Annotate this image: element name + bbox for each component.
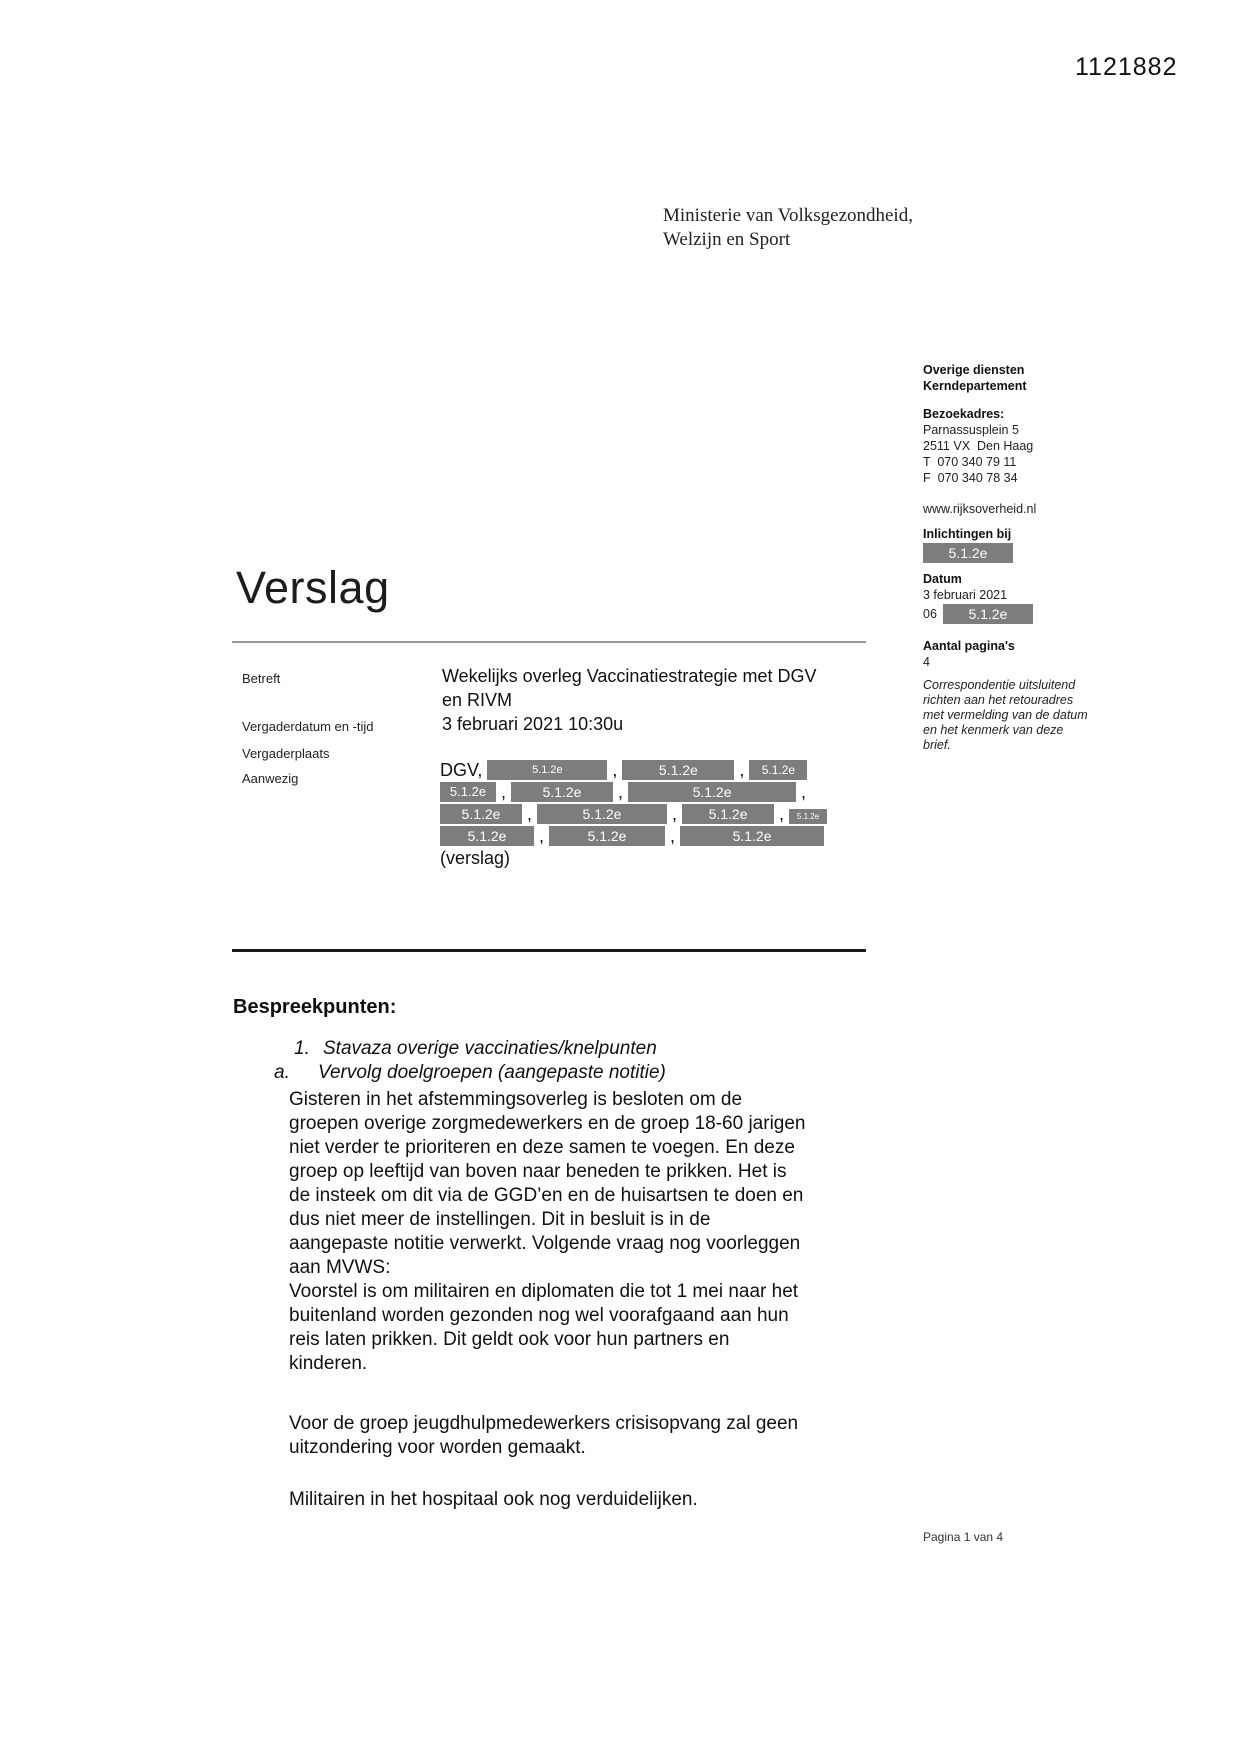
attendee-text: , <box>801 782 807 802</box>
redaction-box: 5.1.2e <box>682 804 774 824</box>
time-row <box>923 604 1113 624</box>
attendee-text: , <box>670 826 676 846</box>
body-line: kinderen. <box>289 1353 368 1374</box>
attendee-text: , <box>779 804 785 824</box>
redaction-box: 5.1.2e <box>511 782 613 802</box>
attendees-row <box>440 782 850 802</box>
redaction-box: 5.1.2e <box>943 604 1033 624</box>
divider-light <box>232 641 866 643</box>
body-line: aangepaste notitie verwerkt. Volgende vraag nog voorleggen <box>289 1233 801 1254</box>
visit-address-label: Bezoekadres: <box>923 407 1005 421</box>
body-line: Gisteren in het afstemmingsoverleg is besloten om de <box>289 1089 743 1110</box>
contact-redaction-wrap <box>923 543 1113 563</box>
body-line: buitenland worden gezonden nog wel voorafgaand aan hun <box>289 1305 789 1326</box>
ministry-line1: Ministerie van Volksgezondheid, <box>663 205 913 226</box>
attendee-text: DGV, <box>440 760 483 780</box>
website-link[interactable]: www.rijksoverheid.nl <box>923 502 1037 516</box>
body-line: Voorstel is om militairen en diplomaten die tot 1 mei naar het <box>289 1281 799 1302</box>
note-line: Correspondentie uitsluitend <box>923 678 1076 692</box>
datetime-label: Vergaderdatum en -tijd <box>242 719 374 734</box>
item-text: Vervolg doelgroepen (aangepaste notitie) <box>318 1062 666 1083</box>
body-paragraph <box>289 1412 889 1460</box>
contact-label: Inlichtingen bij <box>923 527 1012 541</box>
betreft-line1: Wekelijks overleg Vaccinatiestrategie met DGV <box>442 666 817 686</box>
date-value: 3 februari 2021 <box>923 588 1008 602</box>
agenda-item-1 <box>294 1038 657 1060</box>
redaction-box: 5.1.2e <box>622 760 734 780</box>
body-line: Voor de groep jeugdhulpmedewerkers crisisopvang zal geen <box>289 1413 799 1434</box>
page-footer: Pagina 1 van 4 <box>923 1530 1004 1544</box>
dept-line1: Overige diensten <box>923 363 1025 377</box>
body-text <box>289 1088 889 1512</box>
body-line: aan MVWS: <box>289 1257 391 1278</box>
note-line: richten aan het retouradres <box>923 693 1074 707</box>
agenda-item-a <box>274 1062 666 1084</box>
address-line: Parnassusplein 5 <box>923 423 1019 437</box>
attendee-text: (verslag) <box>440 848 511 868</box>
attendees-row <box>440 848 850 868</box>
redaction-box: 5.1.2e <box>628 782 796 802</box>
item-marker: a. <box>274 1062 290 1083</box>
betreft-label: Betreft <box>242 671 281 686</box>
redaction-box: 5.1.2e <box>749 760 807 780</box>
body-line: groepen overige zorgmedewerkers en de groep 18-60 jarigen <box>289 1113 806 1134</box>
note-line: met vermelding van de datum <box>923 708 1088 722</box>
redaction-box: 5.1.2e <box>789 809 827 824</box>
attendees-block <box>440 760 850 870</box>
body-heading: Bespreekpunten: <box>233 996 397 1018</box>
time-prefix: 06 <box>923 607 937 621</box>
body-line: groep op leeftijd van boven naar beneden te prikken. Het is <box>289 1161 787 1182</box>
page-title: Verslag <box>236 562 390 613</box>
divider-dark <box>232 949 866 952</box>
attendee-text: , <box>739 760 745 780</box>
pages-label: Aantal pagina's <box>923 639 1015 653</box>
datetime-value: 3 februari 2021 10:30u <box>442 714 624 734</box>
redaction-box: 5.1.2e <box>549 826 665 846</box>
attendee-text: , <box>672 804 678 824</box>
attendee-text: , <box>527 804 533 824</box>
correspondence-note <box>923 678 1113 753</box>
ministry-header <box>663 204 913 252</box>
redaction-box: 5.1.2e <box>537 804 667 824</box>
attendees-row <box>440 804 850 824</box>
body-line: Militairen in het hospitaal ook nog verduidelijken. <box>289 1489 698 1510</box>
body-line: dus niet meer de instellingen. Dit in besluit is in de <box>289 1209 711 1230</box>
body-paragraph <box>289 1488 889 1512</box>
attendees-row <box>440 826 850 846</box>
dept-line2: Kerndepartement <box>923 379 1027 393</box>
item-marker: 1. <box>294 1038 310 1059</box>
attendee-text: , <box>501 782 507 802</box>
redaction-box: 5.1.2e <box>680 826 824 846</box>
redaction-box: 5.1.2e <box>440 782 496 802</box>
body-line: de insteek om dit via de GGD’en en de huisartsen te doen en <box>289 1185 804 1206</box>
place-label: Vergaderplaats <box>242 746 330 761</box>
redaction-box: 5.1.2e <box>440 804 522 824</box>
sidebar-address <box>923 406 1113 486</box>
address-line: T 070 340 79 11 <box>923 455 1017 469</box>
note-line: en het kenmerk van deze <box>923 723 1064 737</box>
redaction-box: 5.1.2e <box>440 826 534 846</box>
betreft-value <box>442 664 816 712</box>
attendees-label: Aanwezig <box>242 771 299 786</box>
redaction-box: 5.1.2e <box>487 760 607 780</box>
body-line: niet verder te prioriteren en deze samen te voegen. En deze <box>289 1137 795 1158</box>
note-line: brief. <box>923 738 951 752</box>
attendee-text: , <box>539 826 545 846</box>
attendee-text: , <box>618 782 624 802</box>
address-line: 2511 VX Den Haag <box>923 439 1034 453</box>
body-line: reis laten prikken. Dit geldt ook voor hun partners en <box>289 1329 730 1350</box>
item-text: Stavaza overige vaccinaties/knelpunten <box>323 1038 657 1059</box>
sidebar-department <box>923 362 1113 394</box>
body-line: uitzondering voor worden gemaakt. <box>289 1437 586 1458</box>
body-paragraph <box>289 1088 889 1376</box>
betreft-line2: en RIVM <box>442 690 513 710</box>
attendee-text: , <box>612 760 618 780</box>
ministry-line2: Welzijn en Sport <box>663 229 791 250</box>
date-label: Datum <box>923 572 962 586</box>
redaction-box: 5.1.2e <box>923 543 1013 563</box>
pages-value: 4 <box>923 655 930 669</box>
address-line: F 070 340 78 34 <box>923 471 1018 485</box>
attendees-row <box>440 760 850 780</box>
doc-number: 1121882 <box>1075 53 1178 81</box>
